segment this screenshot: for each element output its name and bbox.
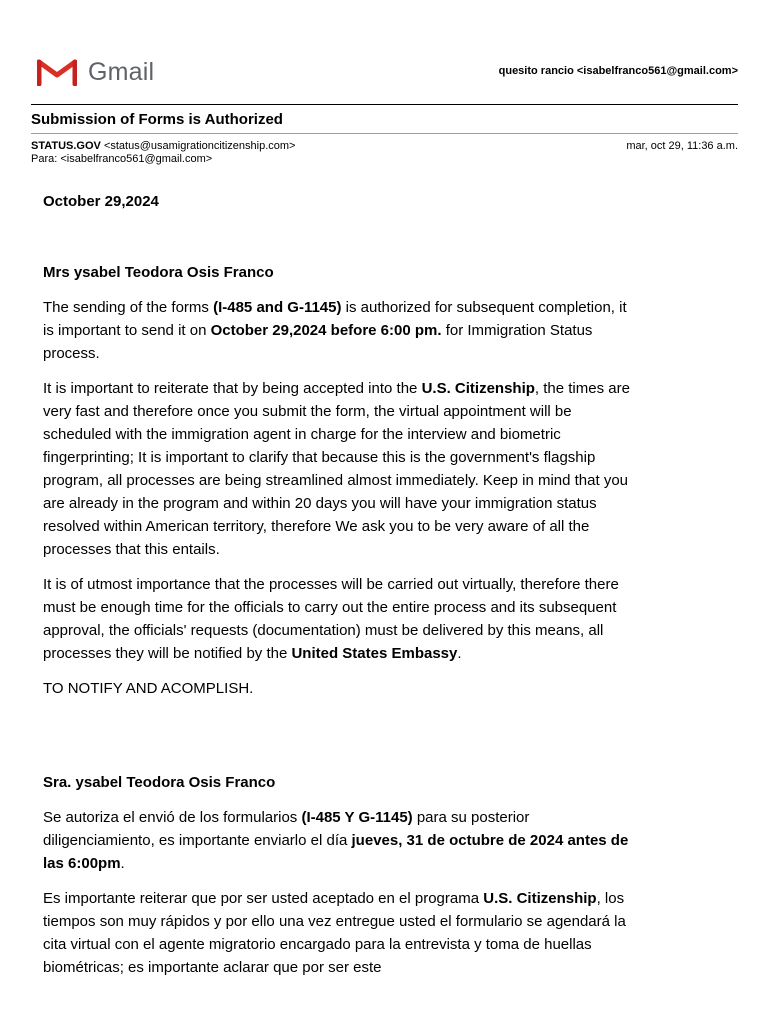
spanish-paragraph-2: Es importante reiterar que por ser usted aceptado en el programa U.S. Citizenship, los tiempos son muy rápidos y por ello una vez entregue usted el formulario se agendará la cita virtual con el agente migratorio encargado para la entrevista y toma de huellas biométricas; es importante aclarar que por ser este	[43, 890, 626, 976]
recipient-email: <isabelfranco561@gmail.com>	[60, 153, 213, 165]
spanish-paragraph-1: Se autoriza el envió de los formularios (I-485 Y G-1145) para su posterior diligenciamiento, es importante enviarlo el día jueves, 31 de octubre de 2024 antes de las 6:00pm.	[43, 809, 629, 872]
email-subject: Submission of Forms is Authorized	[31, 111, 283, 128]
header-divider	[31, 104, 738, 105]
spanish-greeting: Sra. ysabel Teodora Osis Franco	[43, 774, 276, 791]
recipient-line	[31, 153, 738, 166]
gmail-logo[interactable]	[37, 58, 154, 86]
english-paragraph-1: The sending of the forms (I-485 and G-1145) is authorized for subsequent completion, it is important to send it on October 29,2024 before 6:00 pm. for Immigration Status process.	[43, 299, 627, 362]
account-label: quesito rancio <isabelfranco561@gmail.com>	[498, 65, 738, 77]
subject-divider	[31, 133, 738, 134]
email-body	[43, 190, 633, 991]
to-label: Para:	[31, 153, 58, 165]
gmail-m-icon	[37, 58, 77, 86]
sender-name: STATUS.GOV	[31, 140, 101, 152]
english-paragraph-3: It is of utmost importance that the processes will be carried out virtually, therefore there must be enough time for the officials to carry out the entire process and its subsequent approval, the officials' requests (documentation) must be delivered by this means, all processes they will be notified by the United States Embassy.	[43, 576, 619, 662]
english-greeting: Mrs ysabel Teodora Osis Franco	[43, 264, 274, 281]
gmail-wordmark: Gmail	[88, 58, 155, 86]
letter-date: October 29,2024	[43, 193, 159, 210]
sender-email: <status@usamigrationcitizenship.com>	[103, 140, 296, 152]
email-meta	[31, 140, 738, 166]
english-closing: TO NOTIFY AND ACOMPLISH.	[43, 680, 254, 697]
email-date: mar, oct 29, 11:36 a.m.	[626, 140, 738, 152]
english-paragraph-2: It is important to reiterate that by being accepted into the U.S. Citizenship, the times are very fast and therefore once you submit the form, the virtual appointment will be scheduled with the immigration agent in charge for the interview and biometric fingerprinting; It is important to clarify that because this is the government's flagship program, all processes are being streamlined almost immediately. Keep in mind that you are already in the program and within 20 days you will have your immigration status resolved within American territory, therefore We ask you to be very aware of all the processes that this entails.	[43, 380, 630, 558]
gmail-header	[31, 56, 738, 90]
